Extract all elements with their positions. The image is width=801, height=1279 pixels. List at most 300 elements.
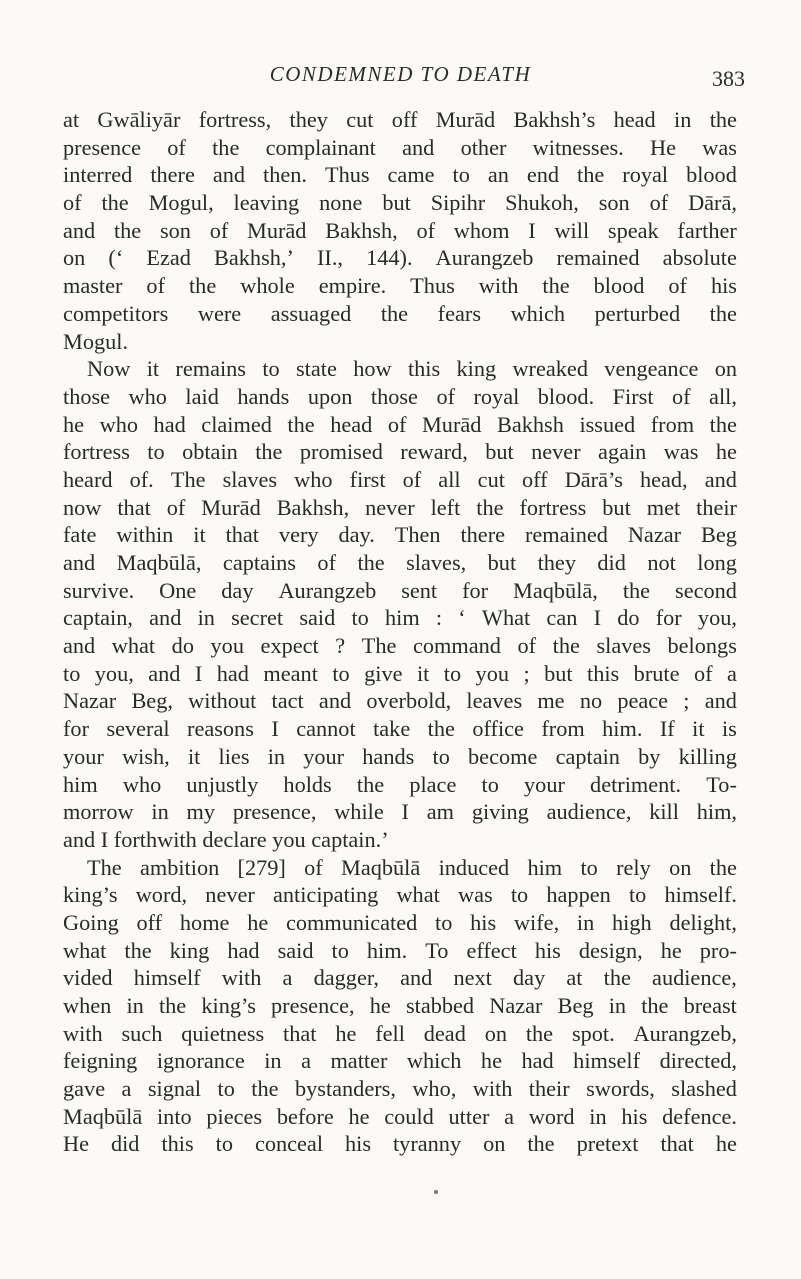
text-line xyxy=(63,355,737,383)
word: detriment. xyxy=(590,771,682,797)
word: to xyxy=(215,1131,233,1157)
word: I xyxy=(271,716,279,742)
word: no xyxy=(579,688,603,714)
word: will xyxy=(554,217,590,243)
word: you xyxy=(475,660,509,686)
word: [279] xyxy=(237,854,286,880)
word: were xyxy=(197,300,242,326)
word: brute xyxy=(633,660,680,686)
word: him xyxy=(384,605,420,631)
word: quietness xyxy=(181,1020,265,1046)
word: dagger, xyxy=(313,965,379,991)
word: this xyxy=(587,660,620,686)
text-line xyxy=(63,189,737,217)
word: leaving xyxy=(233,190,300,216)
word: cut xyxy=(477,466,505,492)
word: it xyxy=(416,660,430,686)
word: Thus xyxy=(324,162,370,188)
word: on xyxy=(669,854,692,880)
word: and xyxy=(704,688,737,714)
word: I xyxy=(194,660,203,686)
word: there xyxy=(460,522,506,548)
word: and xyxy=(402,134,435,160)
word: him, xyxy=(696,799,737,825)
text-line: and I forthwith declare you captain.’ xyxy=(63,826,389,852)
word: Beg xyxy=(557,993,594,1018)
word: who xyxy=(294,466,333,492)
word: Bakhsh,’ xyxy=(214,245,294,271)
word: his xyxy=(621,1103,648,1129)
text-line xyxy=(63,909,737,937)
word: Bakhsh, xyxy=(276,494,350,520)
word: perturbed xyxy=(594,300,681,326)
word: absolute xyxy=(662,245,737,271)
text-line xyxy=(63,1103,737,1131)
word: did xyxy=(597,550,626,575)
word: in xyxy=(264,1048,282,1074)
word: give xyxy=(364,660,403,686)
word: of xyxy=(317,550,336,575)
text-line xyxy=(63,1047,737,1075)
word: giving xyxy=(471,799,529,825)
word: blood xyxy=(593,273,645,299)
word: himself. xyxy=(664,882,737,908)
word: Now xyxy=(87,356,131,382)
word: tyranny xyxy=(392,1131,462,1157)
word: of xyxy=(387,411,407,437)
word: off xyxy=(391,107,418,132)
word: who, xyxy=(412,1076,457,1102)
word: it xyxy=(187,743,201,769)
text-line xyxy=(63,300,737,328)
word: he xyxy=(480,1048,502,1074)
text-line xyxy=(63,743,737,771)
word: He xyxy=(649,134,676,160)
word: to xyxy=(432,743,450,769)
word: to xyxy=(481,771,499,797)
word: empire. xyxy=(318,273,387,299)
word: then. xyxy=(263,162,307,188)
word: speak xyxy=(607,217,659,243)
word: the xyxy=(641,993,669,1018)
word: but xyxy=(544,660,573,686)
text-line xyxy=(63,798,737,826)
word: king xyxy=(456,356,497,382)
word: off xyxy=(522,466,548,492)
word: long xyxy=(697,550,737,575)
word: high xyxy=(612,909,652,935)
word: and xyxy=(400,965,433,991)
word: of xyxy=(166,494,186,520)
word: master xyxy=(63,273,123,299)
word: before xyxy=(276,1103,334,1129)
word: captain xyxy=(555,743,620,769)
word: by xyxy=(638,743,661,769)
word: had xyxy=(227,937,260,963)
word: Nazar xyxy=(489,993,543,1018)
word: to xyxy=(628,882,647,908)
word: first xyxy=(349,466,386,492)
word: on xyxy=(714,356,737,382)
text-line xyxy=(63,715,737,743)
word: you xyxy=(210,633,244,659)
word: in xyxy=(576,909,595,935)
word: fortress, xyxy=(198,107,272,132)
word: of xyxy=(146,273,165,299)
word: ignorance xyxy=(156,1048,245,1074)
word: design, xyxy=(578,937,643,963)
word: unjustly xyxy=(186,771,259,797)
word: The xyxy=(361,633,397,659)
word: he xyxy=(660,937,682,963)
word: command xyxy=(413,633,501,659)
text-line xyxy=(63,1130,737,1158)
text-line xyxy=(63,937,737,965)
word: the xyxy=(287,411,315,437)
word: stabbed xyxy=(405,993,475,1018)
word: Bakhsh’s xyxy=(513,107,596,132)
word: Beg xyxy=(700,522,737,548)
word: on xyxy=(484,1020,507,1046)
word: audience, xyxy=(546,799,632,825)
word: Aurangzeb xyxy=(435,245,534,271)
word: from xyxy=(650,411,695,437)
word: Bakhsh, xyxy=(325,217,398,243)
word: Aurangzeb, xyxy=(633,1020,737,1046)
word: become xyxy=(468,743,538,769)
word: off xyxy=(136,909,163,935)
word: fortress xyxy=(63,439,130,465)
word: who xyxy=(128,383,167,409)
word: your xyxy=(63,743,104,769)
word: directed, xyxy=(659,1048,737,1074)
word: the xyxy=(622,577,651,603)
text-line xyxy=(63,549,737,577)
word: you, xyxy=(697,605,737,631)
running-title: CONDEMNED TO DEATH xyxy=(269,62,532,86)
word: reasons xyxy=(187,716,254,742)
word: his xyxy=(344,1131,372,1157)
text-line xyxy=(63,244,737,272)
word: do xyxy=(617,605,640,631)
word: but xyxy=(487,550,517,575)
word: laid xyxy=(185,383,219,409)
word: of xyxy=(63,190,82,216)
text-line xyxy=(63,161,737,189)
word: the xyxy=(709,854,737,880)
word: royal xyxy=(622,162,669,188)
word: induced xyxy=(438,854,510,880)
word: him. xyxy=(602,716,643,742)
word: next xyxy=(453,965,492,991)
word: I xyxy=(401,799,409,825)
word: it xyxy=(146,356,160,382)
word: this xyxy=(407,356,441,382)
word: Murād xyxy=(421,411,482,437)
word: ‘ xyxy=(458,605,466,631)
word: their xyxy=(528,1076,570,1102)
word: he xyxy=(247,909,269,935)
word: Sipihr xyxy=(430,190,486,216)
word: Going xyxy=(63,909,119,935)
word: fears xyxy=(437,300,481,326)
word: head xyxy=(330,411,373,437)
word: presence xyxy=(63,134,141,160)
word: to xyxy=(510,882,529,908)
word: him xyxy=(527,854,563,880)
text-line xyxy=(63,134,737,162)
word: it xyxy=(193,522,206,548)
word: is xyxy=(721,716,737,742)
word: remains xyxy=(175,356,246,382)
word: how xyxy=(353,356,392,382)
word: delight, xyxy=(669,909,737,935)
word: Beg, xyxy=(131,688,173,714)
word: what xyxy=(63,937,107,963)
word: home xyxy=(179,909,230,935)
word: ambition xyxy=(139,854,220,880)
word: defence. xyxy=(662,1103,737,1129)
word: bystanders, xyxy=(294,1076,396,1102)
word: Bakhsh xyxy=(496,411,564,437)
word: One xyxy=(159,577,197,603)
word: holds xyxy=(283,771,332,797)
word: captain, xyxy=(63,605,133,631)
word: royal xyxy=(473,383,520,409)
word: never xyxy=(365,494,415,520)
word: left xyxy=(430,494,461,520)
word: (‘ xyxy=(108,245,124,271)
word: a xyxy=(121,1076,132,1102)
text-line xyxy=(63,964,737,992)
word: the xyxy=(476,494,504,520)
word: day xyxy=(221,577,254,603)
word: that xyxy=(283,1020,317,1046)
word: day xyxy=(513,965,546,991)
word: from xyxy=(541,716,585,742)
word: First xyxy=(612,383,654,409)
word: word xyxy=(528,1103,575,1129)
word: within xyxy=(116,522,174,548)
word: to xyxy=(443,660,462,686)
word: came xyxy=(387,162,435,188)
word: to xyxy=(217,1076,235,1102)
word: those xyxy=(370,383,418,409)
word: there xyxy=(150,162,195,188)
word: at xyxy=(63,107,80,132)
word: not xyxy=(647,550,676,575)
word: in xyxy=(126,993,144,1018)
printer-mark xyxy=(434,1190,438,1194)
word: second xyxy=(675,577,737,603)
word: whole xyxy=(240,273,295,299)
word: pro- xyxy=(699,937,737,963)
word: morrow xyxy=(63,799,134,825)
word: the xyxy=(527,1131,555,1157)
word: into xyxy=(156,1103,192,1129)
text-line xyxy=(63,577,737,605)
word: II., xyxy=(316,245,343,271)
word: kill xyxy=(649,799,679,825)
word: and xyxy=(148,660,181,686)
word: himself xyxy=(133,965,201,991)
word: issued xyxy=(579,411,636,437)
word: to xyxy=(435,909,453,935)
word: reward, xyxy=(400,439,468,465)
word: you, xyxy=(94,660,134,686)
word: the xyxy=(251,1076,279,1102)
word: utter xyxy=(448,1103,490,1129)
word: of xyxy=(436,383,456,409)
word: he xyxy=(335,1020,357,1046)
word: all xyxy=(438,466,461,492)
word: he xyxy=(715,1131,737,1157)
word: of xyxy=(672,383,691,409)
word: this xyxy=(161,1131,194,1157)
word: the xyxy=(101,190,129,216)
word: Maqbūlā xyxy=(63,1103,143,1129)
word: signal xyxy=(147,1076,202,1102)
word: who xyxy=(99,411,138,437)
word: overbold, xyxy=(366,688,452,714)
word: whom xyxy=(453,217,510,243)
text-line xyxy=(63,771,737,799)
word: take xyxy=(373,716,411,742)
word: The xyxy=(170,466,206,492)
word: Murād xyxy=(201,494,261,520)
word: do xyxy=(171,633,194,659)
text-line xyxy=(63,383,737,411)
word: Dārā’s xyxy=(564,466,623,492)
word: very xyxy=(278,522,319,548)
word: and xyxy=(318,688,352,714)
word: breast xyxy=(683,993,737,1018)
body-text xyxy=(63,106,737,1158)
word: pieces xyxy=(206,1103,263,1129)
word: interred xyxy=(63,162,133,188)
word: said xyxy=(277,937,314,963)
word: with xyxy=(63,1020,103,1046)
word: sent xyxy=(401,577,438,603)
word: blood. xyxy=(537,383,595,409)
word: The xyxy=(87,854,122,880)
text-line xyxy=(63,1075,737,1103)
word: the xyxy=(113,217,142,243)
word: wife, xyxy=(513,909,560,935)
word: to xyxy=(351,605,369,631)
word: son xyxy=(598,190,630,216)
word: obtain xyxy=(182,439,238,465)
word: Shukoh, xyxy=(505,190,579,216)
word: vided xyxy=(63,965,113,991)
word: their xyxy=(696,494,737,520)
word: the xyxy=(357,550,385,575)
word: word, xyxy=(135,882,188,908)
word: to xyxy=(262,356,280,382)
word: fell xyxy=(375,1020,405,1046)
word: son xyxy=(159,217,191,243)
word: and xyxy=(704,466,737,492)
word: that xyxy=(117,494,151,520)
word: place xyxy=(409,771,457,797)
word: fortress xyxy=(519,494,587,520)
word: in xyxy=(674,107,692,132)
word: the xyxy=(255,439,283,465)
word: of. xyxy=(129,466,154,492)
word: and xyxy=(149,605,182,631)
word: he xyxy=(369,993,391,1018)
word: did xyxy=(110,1131,140,1157)
word: slaves, xyxy=(406,550,467,575)
word: king xyxy=(169,937,210,963)
word: killing xyxy=(678,743,737,769)
word: without xyxy=(188,688,257,714)
word: on xyxy=(63,245,86,271)
text-line xyxy=(63,604,737,632)
word: hands xyxy=(362,743,415,769)
word: heard xyxy=(63,466,113,492)
word: claimed xyxy=(201,411,272,437)
word: of xyxy=(517,633,537,659)
word: of xyxy=(167,134,186,160)
word: Aurangzeb xyxy=(278,577,377,603)
word: him xyxy=(63,771,98,797)
word: what xyxy=(111,633,156,659)
word: conceal xyxy=(254,1131,324,1157)
word: him. xyxy=(366,937,408,963)
word: for xyxy=(655,605,682,631)
word: to xyxy=(452,162,470,188)
word: he xyxy=(715,439,737,465)
word: To xyxy=(425,937,449,963)
word: presence, xyxy=(232,799,317,825)
word: of xyxy=(416,217,436,243)
word: his xyxy=(470,909,497,935)
word: but xyxy=(485,439,514,465)
word: slaves xyxy=(222,466,278,492)
word: the xyxy=(709,107,737,132)
word: had xyxy=(521,1048,554,1074)
word: matter xyxy=(330,1048,388,1074)
word: I xyxy=(593,605,602,631)
word: state xyxy=(296,356,337,382)
word: 144). xyxy=(366,245,413,271)
word: in xyxy=(608,993,627,1018)
word: Dārā, xyxy=(688,190,737,216)
word: of xyxy=(668,273,687,299)
word: farther xyxy=(677,217,737,243)
word: spot. xyxy=(571,1020,615,1046)
word: for xyxy=(462,577,489,603)
word: upon xyxy=(307,383,353,409)
text-line xyxy=(63,632,737,660)
word: a xyxy=(726,660,737,686)
word: Thus xyxy=(410,273,455,299)
word: ? xyxy=(335,633,346,659)
word: : xyxy=(435,605,443,631)
word: am xyxy=(426,799,455,825)
word: swords, xyxy=(586,1076,655,1102)
word: had xyxy=(216,660,249,686)
word: met xyxy=(646,494,681,520)
word: head, xyxy=(639,466,688,492)
word: of xyxy=(209,217,229,243)
word: Murād xyxy=(247,217,307,243)
text-line xyxy=(63,881,737,909)
word: that xyxy=(660,1131,694,1157)
word: meant xyxy=(263,660,318,686)
word: day. xyxy=(338,522,375,548)
